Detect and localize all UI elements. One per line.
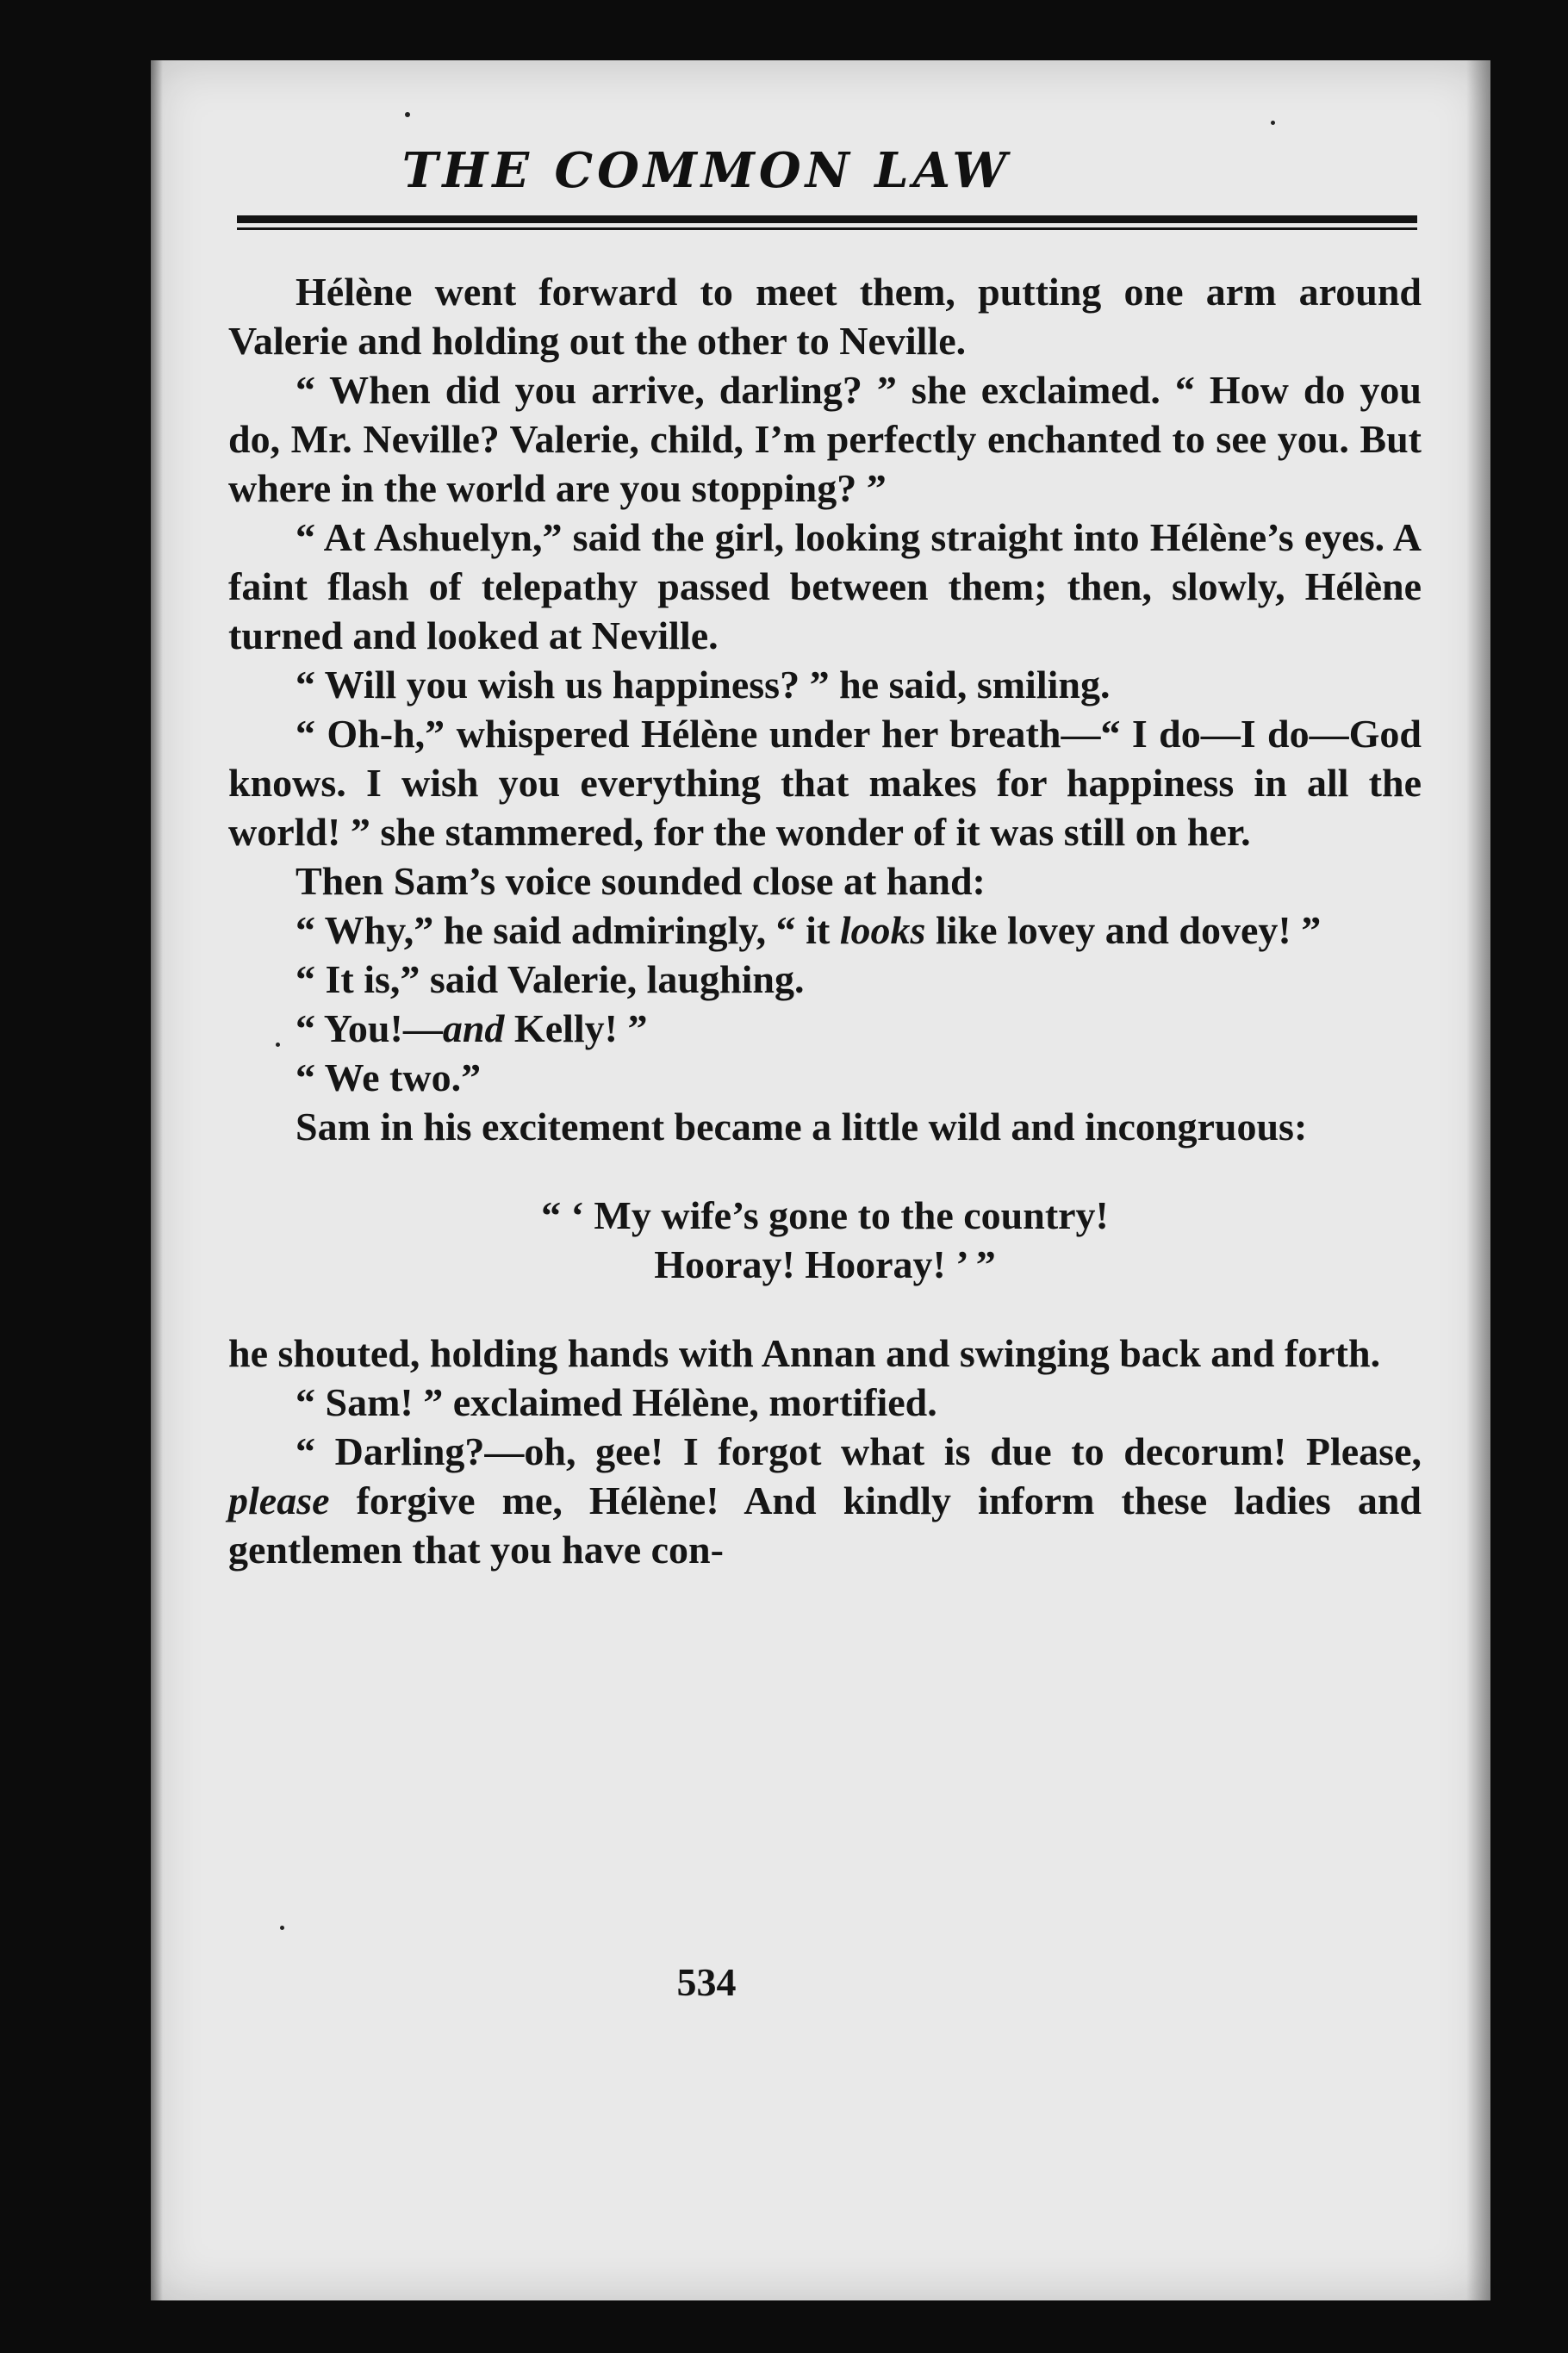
paragraph: Hélène went forward to meet them, putting one arm around Valerie and holding out the other to Neville.: [228, 270, 1422, 363]
paragraph: [228, 1004, 1422, 1053]
song-line: Hooray! Hooray! ’ ”: [654, 1242, 996, 1286]
paragraph: “ Sam! ” exclaimed Hélène, mortified.: [296, 1380, 937, 1424]
paragraph: [228, 1427, 1422, 1574]
dust-speck: [405, 112, 410, 117]
paragraph: Then Sam’s voice sounded close at hand:: [296, 859, 986, 903]
text-run: Kelly! ”: [504, 1006, 648, 1050]
header-rule-thick: [237, 215, 1417, 223]
text-run: “ You!—: [296, 1006, 443, 1050]
paragraph: “ At Ashuelyn,” said the girl, looking straight into Hélène’s eyes. A faint flash of telepathy passed between them; then, slowly, Hélène turned and looked at Neville.: [228, 515, 1422, 657]
page-number: 534: [676, 1960, 737, 2004]
paragraph: “ Oh-h,” whispered Hélène under her breath—“ I do—I do—God knows. I wish you everything that makes for happiness in all the world! ” she stammered, for the wonder of it was still on her.: [228, 712, 1422, 854]
italic-emphasis: please: [228, 1478, 330, 1522]
paragraph: “ We two.”: [296, 1055, 482, 1099]
dust-speck: [1271, 121, 1275, 125]
paragraph: he shouted, holding hands with Annan and swinging back and forth.: [228, 1331, 1381, 1375]
paragraph: “ It is,” said Valerie, laughing.: [296, 957, 805, 1001]
dust-speck: [280, 1926, 284, 1930]
text-run: like lovey and dovey! ”: [925, 908, 1322, 952]
paragraph: Sam in his excitement became a little wild and incongruous:: [296, 1105, 1308, 1148]
page-left-edge-shadow: [151, 60, 163, 2300]
paragraph: “ Will you wish us happiness? ” he said, smiling.: [296, 663, 1111, 707]
page-right-edge-shadow: [1466, 60, 1490, 2300]
text-run: “ Darling?—oh, gee! I forgot what is due to decorum! Please,: [296, 1429, 1422, 1473]
running-head: THE COMMON LAW: [401, 142, 1011, 199]
body-text: [228, 267, 1422, 1574]
paragraph: [228, 906, 1422, 955]
italic-emphasis: looks: [839, 908, 926, 952]
song-line: “ ‘ My wife’s gone to the country!: [541, 1193, 1109, 1237]
paragraph: “ When did you arrive, darling? ” she exclaimed. “ How do you do, Mr. Neville? Valerie, child, I’m perfectly enchanted to see you. But where in the world are you stopping? ”: [228, 368, 1422, 510]
italic-emphasis: and: [442, 1006, 505, 1050]
text-run: forgive me, Hélène! And kindly inform these ladies and gentlemen that you have con-: [228, 1478, 1422, 1572]
header-rule-thin: [237, 227, 1417, 230]
text-run: “ Why,” he said admiringly, “ it: [296, 908, 840, 952]
song-quote: [228, 1191, 1422, 1289]
